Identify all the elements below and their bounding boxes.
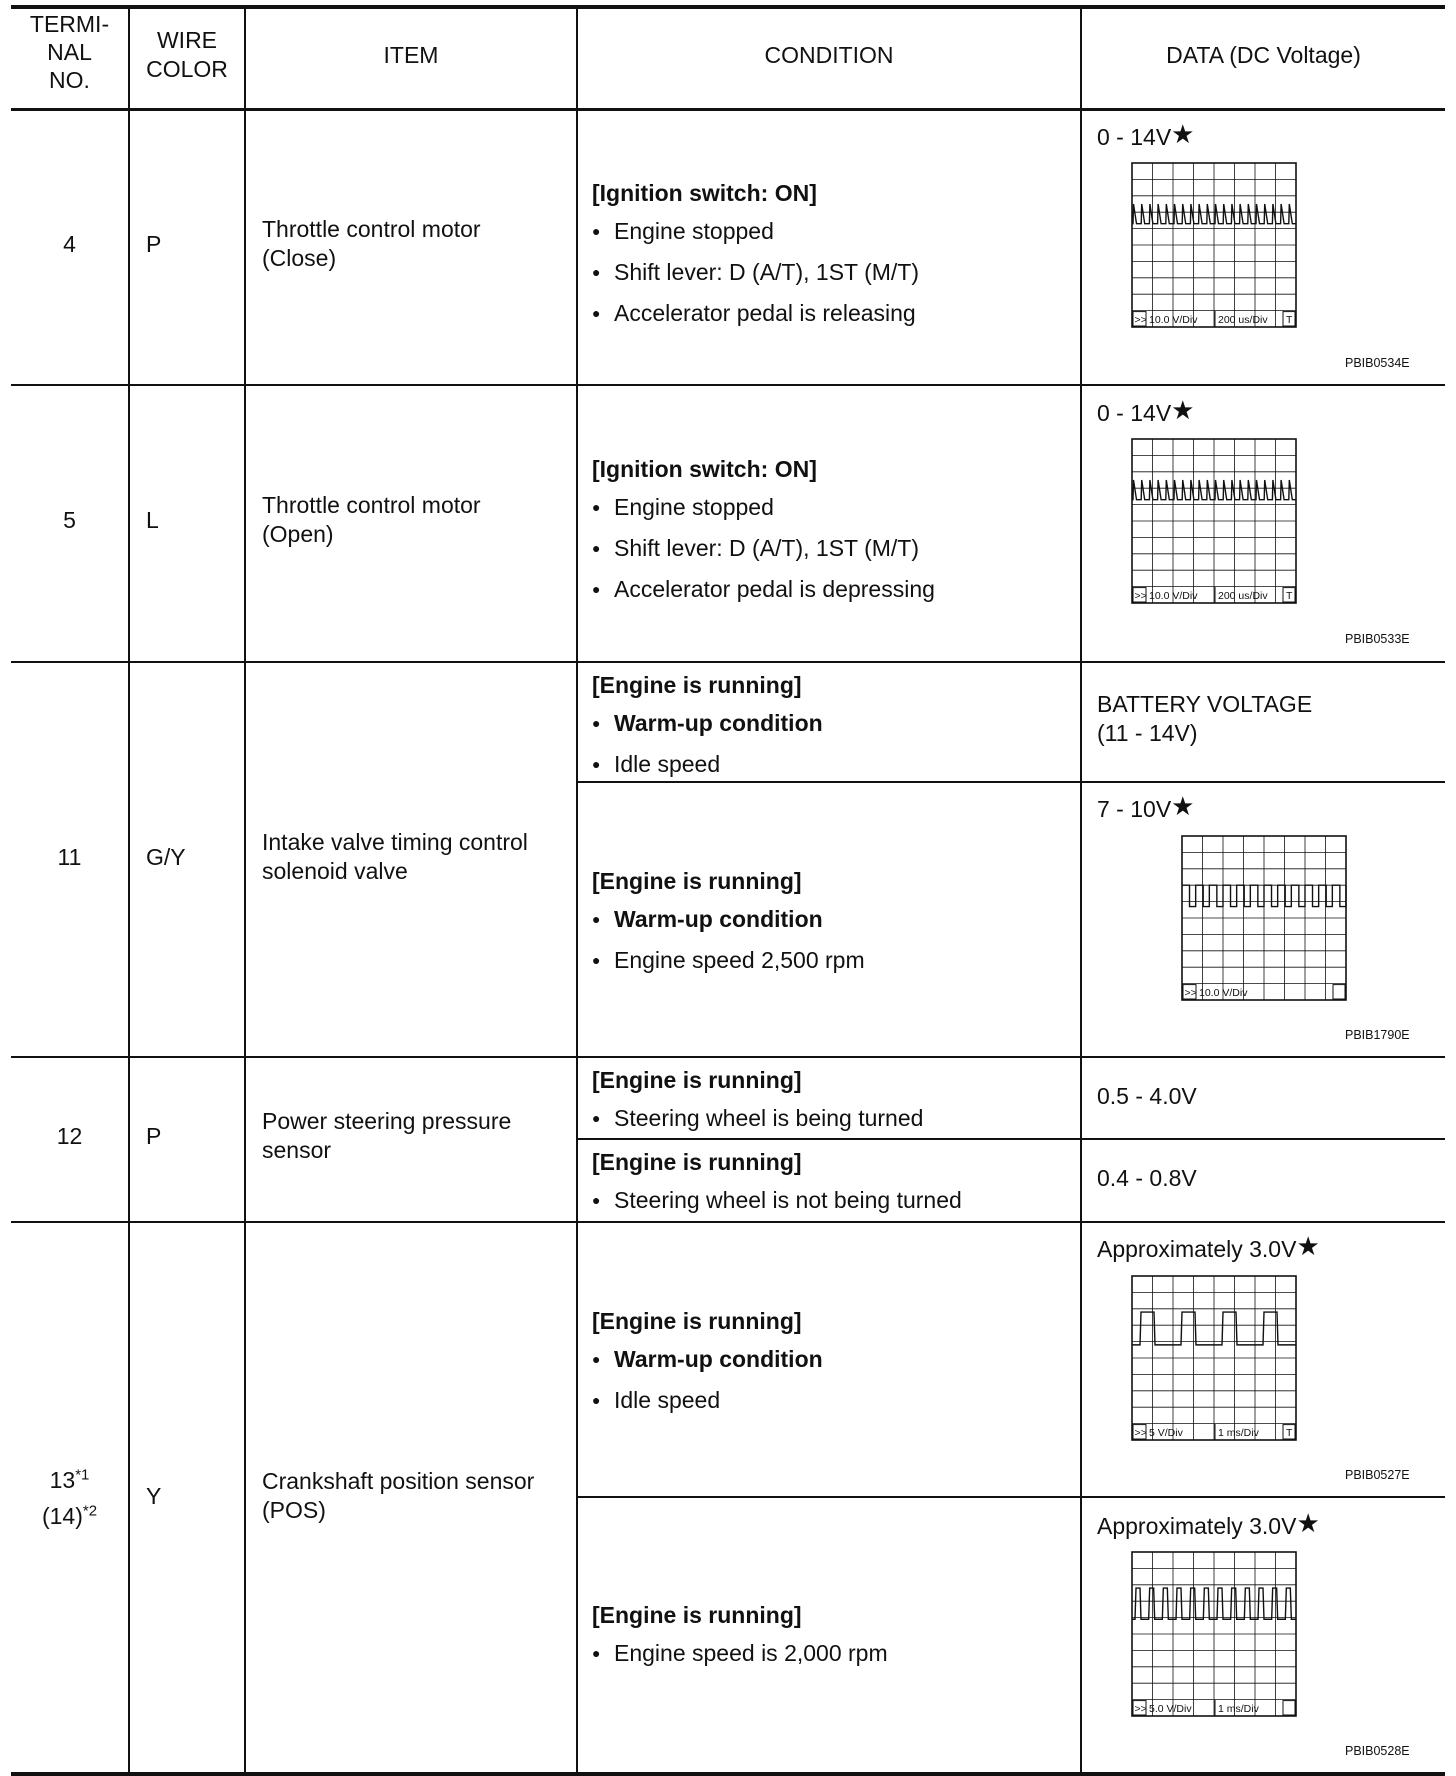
terminal-number: 4 [63, 231, 76, 257]
scope-waveform-trace [1182, 885, 1346, 906]
header-wire-color: WIRE COLOR [146, 27, 228, 82]
figure-code: PBIB1790E [1345, 1028, 1410, 1042]
condition: [Engine is running] ● Warm-up condition ● Idle speed [592, 666, 823, 786]
data-voltage: Approximately 3.0V★ [1097, 1231, 1320, 1262]
star-icon: ★ [1171, 395, 1195, 425]
scope-label: 1 ms/Div [1218, 1427, 1259, 1439]
scope-trigger-label: T [1286, 590, 1293, 602]
table-bottom-rule [11, 1772, 1445, 1776]
oscilloscope-waveform [1130, 161, 1298, 345]
header-rule [11, 108, 1445, 111]
col-rule [128, 9, 130, 1773]
terminal-number: 5 [63, 507, 76, 533]
data-voltage: 0.5 - 4.0V [1097, 1083, 1197, 1109]
data-voltage: BATTERY VOLTAGE (11 - 14V) [1097, 691, 1313, 746]
data-voltage: 0 - 14V★ [1097, 119, 1195, 150]
col-rule [576, 9, 578, 1773]
data-voltage: Approximately 3.0V★ [1097, 1508, 1320, 1539]
scope-trigger-box [1333, 985, 1345, 999]
condition: [Engine is running] ● Steering wheel is not being turned [592, 1143, 962, 1222]
figure-code: PBIB0533E [1345, 632, 1410, 646]
scope-label: 5 V/Div [1149, 1427, 1183, 1439]
scope-label: 10.0 V/Div [1149, 314, 1198, 326]
header-condition: CONDITION [764, 42, 894, 68]
row-rule [11, 661, 1445, 663]
terminal-number: 11 [57, 844, 82, 870]
scope-marker: >> [1134, 1703, 1147, 1715]
data-voltage: 0.4 - 0.8V [1097, 1165, 1197, 1191]
oscilloscope-waveform [1130, 437, 1298, 621]
header-terminal: TERMI- NAL NO. [29, 11, 110, 93]
row-rule [11, 384, 1445, 386]
scope-label: 1 ms/Div [1218, 1703, 1259, 1715]
wire-color: P [146, 231, 162, 257]
wire-color: Y [146, 1483, 162, 1509]
scope-label: 10.0 V/Div [1149, 590, 1198, 602]
condition: [Engine is running] ● Steering wheel is being turned [592, 1061, 923, 1140]
row-rule [11, 1056, 1445, 1058]
item-name: Throttle control motor (Open) [262, 492, 481, 547]
scope-marker: >> [1134, 1427, 1147, 1439]
wire-color: G/Y [146, 844, 186, 870]
table-top-rule [11, 5, 1445, 9]
wire-color: L [146, 507, 159, 533]
header-item: ITEM [383, 42, 439, 68]
data-voltage: 0 - 14V★ [1097, 395, 1195, 426]
header-data: DATA (DC Voltage) [1166, 42, 1361, 68]
col-rule [244, 9, 246, 1773]
subrow-rule [576, 1496, 1445, 1498]
condition: [Ignition switch: ON] ● Engine stopped ● Shift lever: D (A/T), 1ST (M/T) ● Accelerator pedal is depressing [592, 450, 935, 611]
condition: [Engine is running] ● Warm-up condition ● Idle speed [592, 1302, 823, 1422]
oscilloscope-waveform [1130, 1550, 1298, 1734]
scope-marker: >> [1134, 590, 1147, 602]
figure-code: PBIB0528E [1345, 1744, 1410, 1758]
condition: [Engine is running] ● Warm-up condition ● Engine speed 2,500 rpm [592, 862, 865, 982]
oscilloscope-waveform [1180, 834, 1348, 1018]
scope-label: 200 us/Div [1218, 314, 1268, 326]
star-icon: ★ [1171, 119, 1195, 149]
condition: [Ignition switch: ON] ● Engine stopped ● Shift lever: D (A/T), 1ST (M/T) ● Accelerator pedal is releasing [592, 174, 919, 335]
scope-marker: >> [1134, 314, 1147, 326]
scope-trigger-label: T [1286, 1427, 1293, 1439]
star-icon: ★ [1171, 791, 1195, 821]
figure-code: PBIB0527E [1345, 1468, 1410, 1482]
scope-label: 200 us/Div [1218, 590, 1268, 602]
item-name: Power steering pressure sensor [262, 1108, 512, 1163]
figure-code: PBIB0534E [1345, 356, 1410, 370]
col-rule [1080, 9, 1082, 1773]
scope-trigger-box [1283, 1701, 1295, 1715]
data-voltage: 7 - 10V★ [1097, 791, 1195, 822]
oscilloscope-waveform [1130, 1274, 1298, 1458]
item-name: Intake valve timing control solenoid valve [262, 829, 528, 884]
scope-label: 10.0 V/Div [1199, 987, 1248, 999]
wire-color: P [146, 1123, 162, 1149]
item-name: Crankshaft position sensor (POS) [262, 1468, 535, 1523]
star-icon: ★ [1296, 1231, 1320, 1261]
scope-trigger-label: T [1286, 314, 1293, 326]
scope-marker: >> [1184, 987, 1197, 999]
terminal-number: 13$^{*1}$ $(14)^{*2}$ [41, 1466, 98, 1529]
terminal-number: 12 [56, 1123, 83, 1149]
condition: [Engine is running] ● Engine speed is 2,000 rpm [592, 1596, 888, 1675]
item-name: Throttle control motor (Close) [262, 216, 481, 271]
scope-label: 5.0 V/Div [1149, 1703, 1192, 1715]
star-icon: ★ [1296, 1508, 1320, 1538]
